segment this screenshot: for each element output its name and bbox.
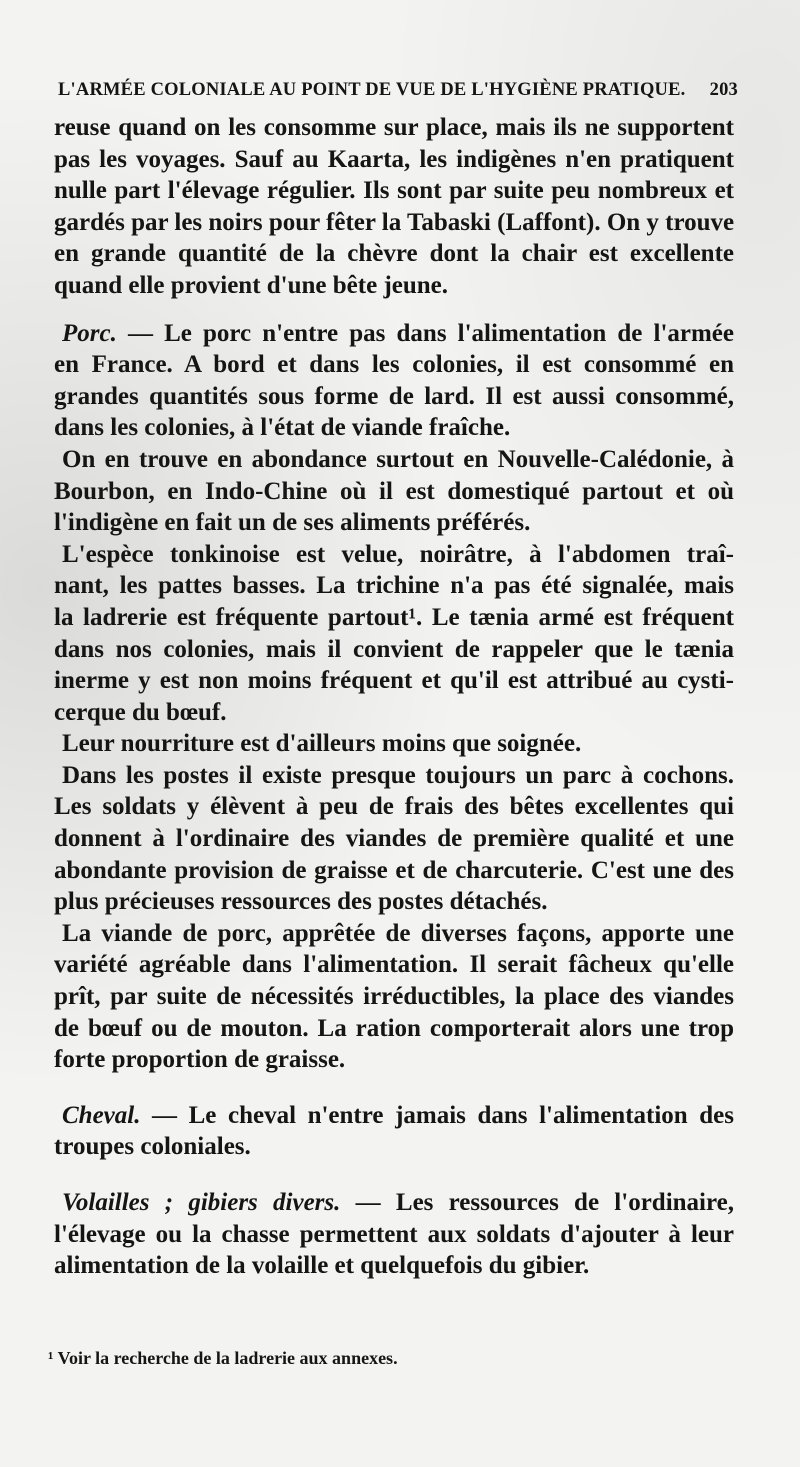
text-line: grandes quantités sous forme de lard. Il est aussi consommé, [54, 382, 734, 410]
paragraph [54, 444, 734, 539]
text-line: L'espèce tonkinoise est velue, noirâtre, à l'abdomen traî- [62, 540, 734, 568]
text-line: Volailles ; gibiers divers. — Les ressources de l'ordinaire, [62, 1189, 734, 1216]
paragraph [54, 728, 734, 760]
paragraph-porc [54, 318, 734, 444]
text-line: inerme y est non moins fréquent et qu'il est attribué au cysti- [54, 667, 734, 695]
body-text [54, 112, 734, 1282]
paragraph [54, 539, 734, 729]
text-line: l'élevage ou la chasse permettent aux soldats d'ajouter à leur [54, 1220, 734, 1248]
paragraph-volailles [54, 1187, 734, 1282]
running-title: L'ARMÉE COLONIALE AU POINT DE VUE DE L'HYGIÈNE PRATIQUE. [58, 80, 686, 100]
text-line: Porc. — Le porc n'entre pas dans l'alimentation de l'armée [62, 319, 735, 347]
footnote-marker: ¹ [48, 1348, 54, 1368]
text-line: On en trouve en abondance surtout en Nouvelle-Calédonie, à [62, 445, 734, 473]
text-line: dans nos colonies, mais il convient de rappeler que le tænia [54, 635, 734, 663]
text-line: dans les colonies, à l'état de viande fraîche. [54, 414, 511, 442]
text-line: alimentation de la volaille et quelquefois du gibier. [54, 1252, 590, 1280]
paragraph [54, 112, 734, 302]
text-line: forte proportion de graisse. [54, 1046, 346, 1074]
text-line: Bourbon, en Indo-Chine où il est domestiqué partout et où [54, 477, 734, 505]
text-line: en France. A bord et dans les colonies, il est consommé en [54, 351, 734, 379]
text-line: prît, par suite de nécessités irréductibles, la place des viandes [54, 983, 734, 1011]
text-line: Les soldats y élèvent à peu de frais des bêtes excellentes qui [54, 793, 734, 821]
section-heading-cheval: Cheval. [62, 1101, 141, 1129]
text-line: La viande de porc, apprêtée de diverses façons, apporte une [62, 919, 734, 947]
paragraph [54, 918, 734, 1076]
footnote-text: Voir la recherche de la ladrerie aux annexes. [57, 1348, 398, 1368]
text-line: Cheval. — Le cheval n'entre jamais dans l'alimentation des [62, 1101, 734, 1129]
text-line: plus précieuses ressources des postes détachés. [54, 888, 548, 916]
section-heading-porc: Porc. [62, 319, 117, 347]
running-header [58, 80, 738, 101]
text-line: nant, les pattes basses. La trichine n'a pas été signalée, mais [54, 572, 734, 600]
text-line: gardés par les noirs pour fêter la Tabaski (Laffont). On y trouve [54, 208, 735, 236]
text-line: quand elle provient d'une bête jeune. [54, 271, 449, 299]
footnote [48, 1346, 728, 1370]
text-line: de bœuf ou de mouton. La ration comporterait alors une trop [54, 1014, 734, 1042]
section-heading-volailles: Volailles ; gibiers divers. [62, 1189, 341, 1216]
text-line: variété agréable dans l'alimentation. Il serait fâcheux qu'elle [54, 951, 734, 979]
page-number: 203 [709, 80, 738, 100]
paragraph-cheval [54, 1100, 734, 1163]
text-line: nulle part l'élevage régulier. Ils sont par suite peu nombreux et [54, 177, 734, 205]
text-line: la ladrerie est fréquente partout¹. Le tænia armé est fréquent [54, 603, 734, 631]
text-line: en grande quantité de la chèvre dont la chair est excellente [54, 240, 734, 268]
text-line: Leur nourriture est d'ailleurs moins que soignée. [62, 730, 582, 758]
text-line: troupes coloniales. [54, 1133, 251, 1161]
paragraph [54, 760, 734, 918]
text-line: cerque du bœuf. [54, 698, 227, 726]
text-line: l'indigène en fait un de ses aliments préférés. [54, 509, 531, 537]
text-line: abondante provision de graisse et de charcuterie. C'est une des [54, 856, 734, 884]
text-line: pas les voyages. Sauf au Kaarta, les indigènes n'en pratiquent [54, 145, 734, 173]
text-line: Dans les postes il existe presque toujours un parc à cochons. [62, 761, 734, 789]
text-line: donnent à l'ordinaire des viandes de première qualité et une [54, 825, 734, 853]
text-line: reuse quand on les consomme sur place, mais ils ne supportent [54, 114, 734, 141]
